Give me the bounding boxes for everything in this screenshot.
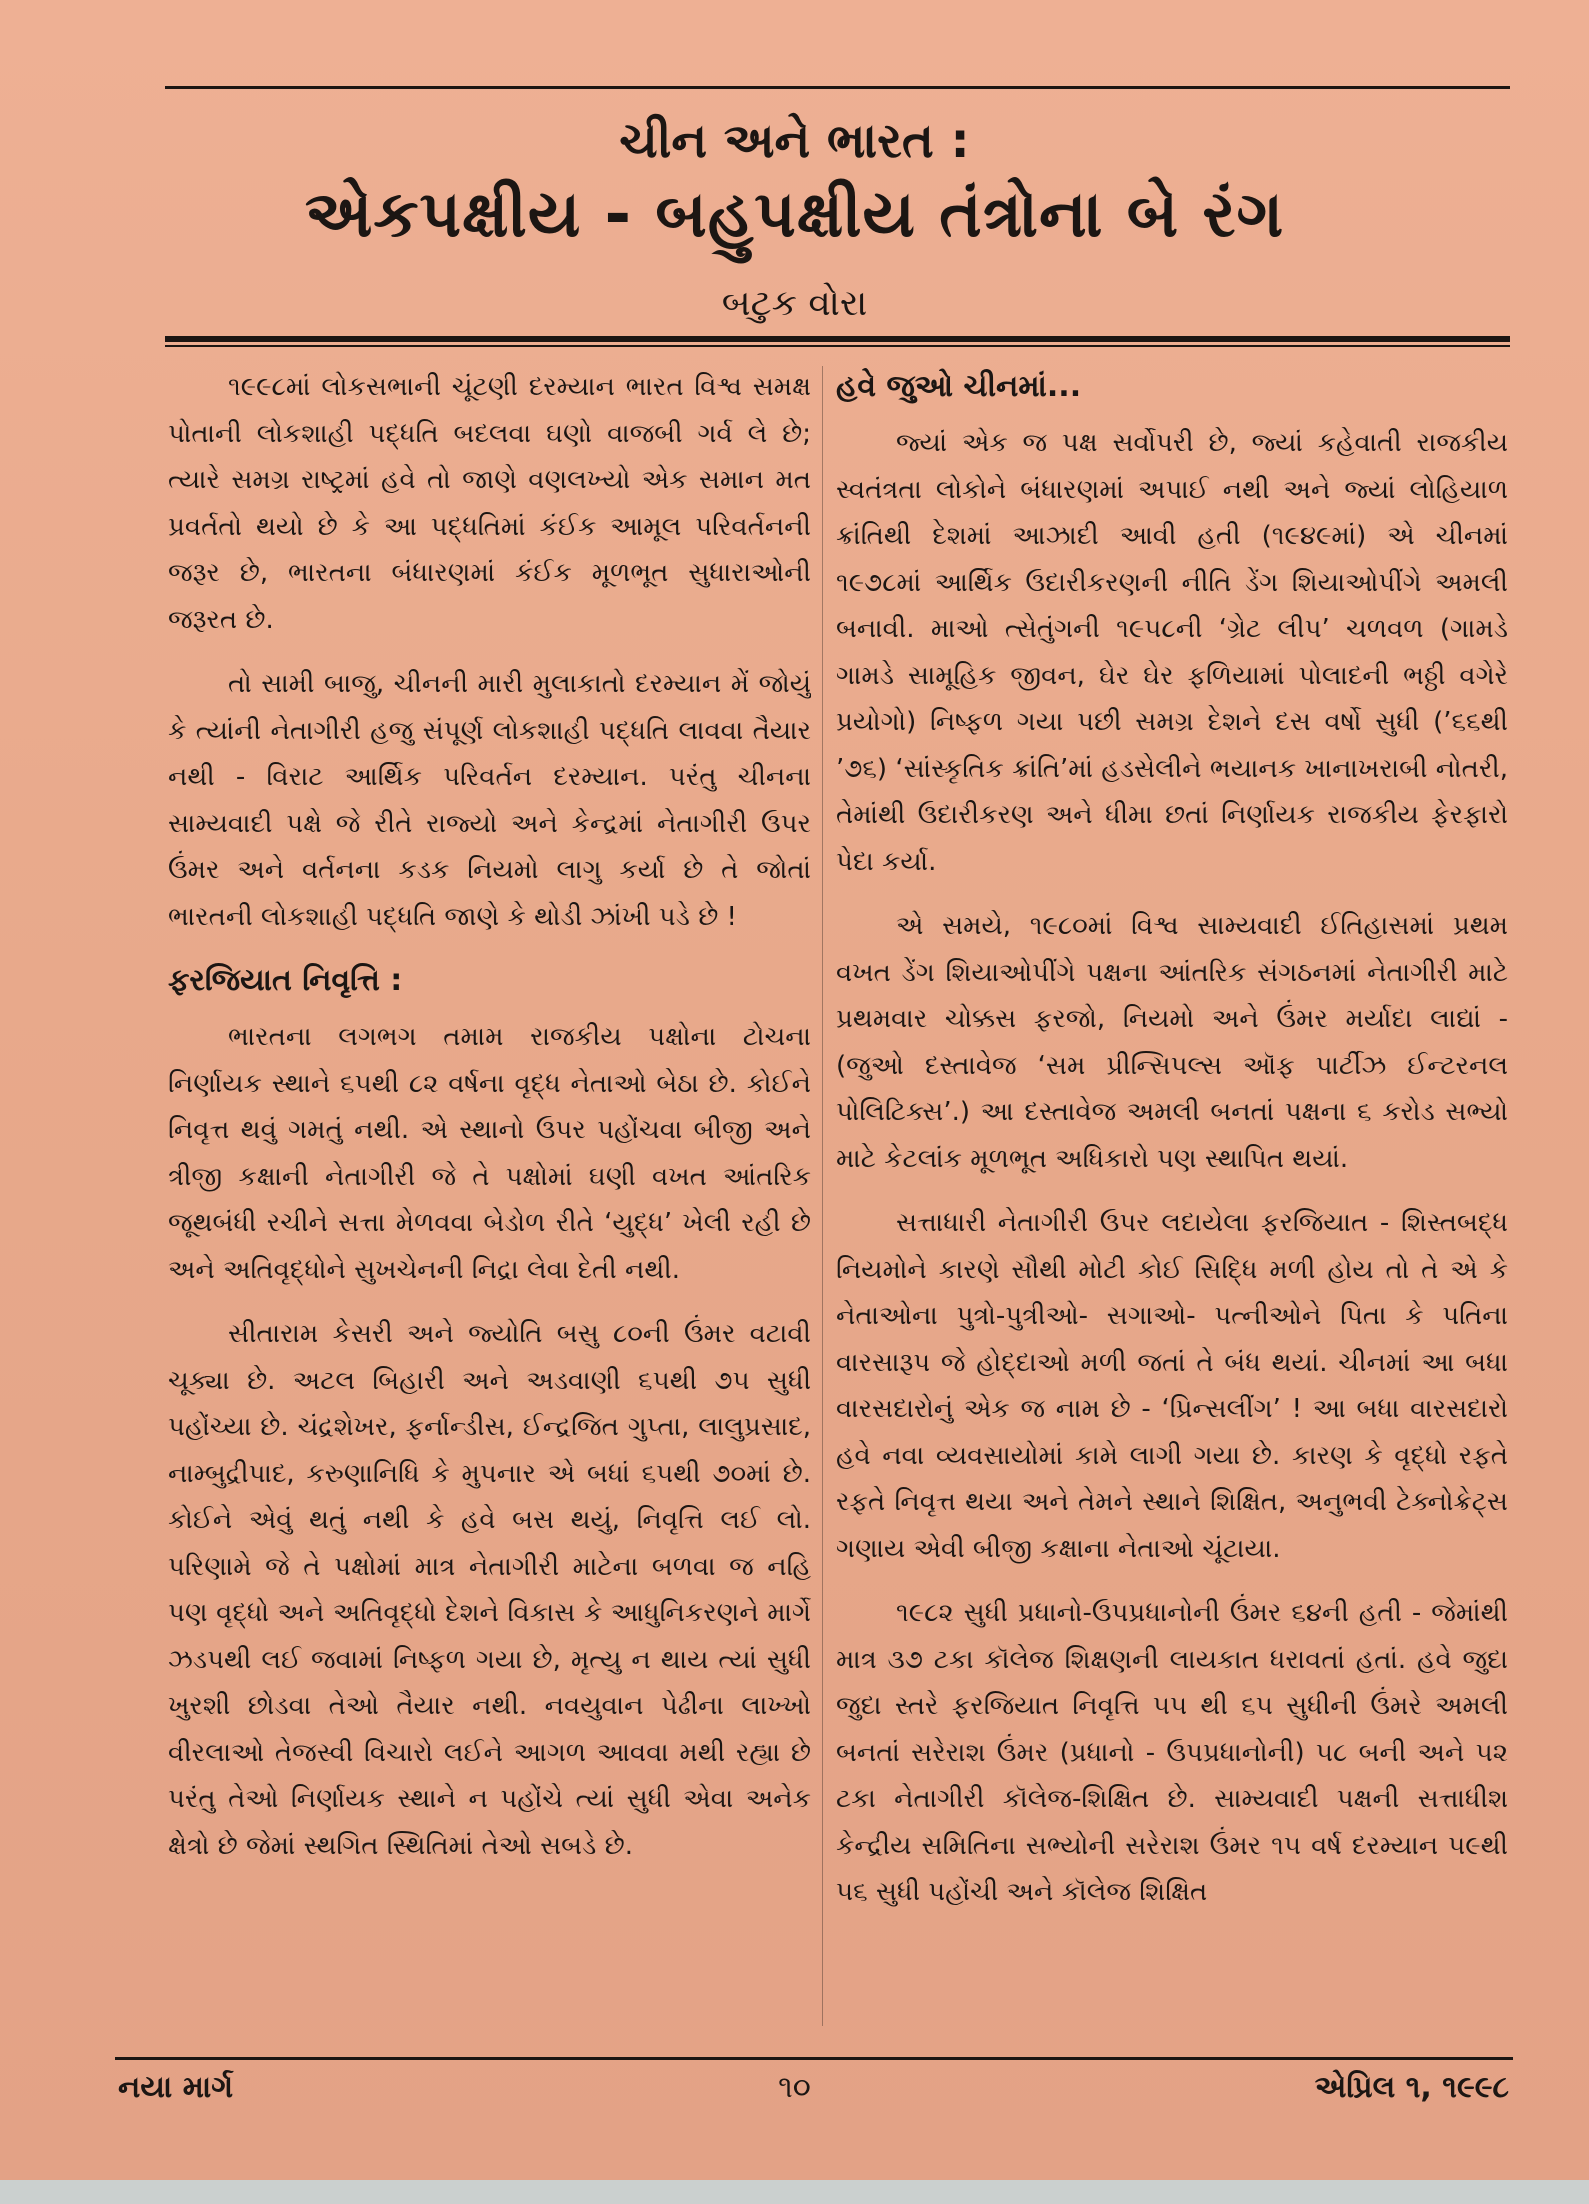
left-paragraph-3: ભારતના લગભગ તમામ રાજકીય પક્ષોના ટોચના નિર્ણાયક સ્થાને ૬૫થી ૮૨ વર્ષના વૃદ્ધ નેતાઓ બેઠા છે. કોઈને નિવૃત્ત થવું ગમતું નથી. એ સ્થાનો ઉપર પહોંચવા બીજી અને ત્રીજી કક્ષાની નેતાગીરી જે તે પક્ષોમાં ઘણી વખત આંતરિક જૂથબંધી રચીને સત્તા મેળવવા બેડોળ રીતે ‘યુદ્ધ’ ખેલી રહી છે અને અતિવૃદ્ધોને સુખચેનની નિદ્રા લેવા દેતી નથી. [168, 1022, 811, 1285]
section-heading-china: હવે જુઓ ચીનમાં... [836, 369, 1082, 404]
page-number: ૧૦ [778, 2070, 811, 2105]
left-paragraph-2: તો સામી બાજુ, ચીનની મારી મુલાકાતો દરમ્યાન મેં જોયું કે ત્યાંની નેતાગીરી હજુ સંપૂર્ણ લોકશાહી પદ્ધતિ લાવવા તૈયાર નથી - વિરાટ આર્થિક પરિવર્તન દરમ્યાન. પરંતુ ચીનના સામ્યવાદી પક્ષે જે રીતે રાજ્યો અને કેન્દ્રમાં નેતાગીરી ઉપર ઉંમર અને વર્તનના કડક નિયમો લાગુ કર્યા છે તે જોતાં ભારતની લોકશાહી પદ્ધતિ જાણે કે થોડી ઝાંખી પડે છે ! [168, 669, 811, 932]
publication-name: નયા માર્ગ [118, 2070, 234, 2105]
right-paragraph-4: ૧૯૮૨ સુધી પ્રધાનો-ઉપપ્રધાનોની ઉંમર ૬૪ની હતી - જેમાંથી માત્ર ૩૭ ટકા કૉલેજ શિક્ષણની લાયકાત ધરાવતાં હતાં. હવે જુદા જુદા સ્તરે ફરજિયાત નિવૃત્તિ ૫૫ થી ૬૫ સુધીની ઉંમરે અમલી બનતાં સરેરાશ ઉંમર (પ્રધાનો - ઉપપ્રધાનોની) ૫૮ બની અને ૫૨ ટકા નેતાગીરી કૉલેજ-શિક્ષિત છે. સામ્યવાદી પક્ષની સત્તાધીશ કેન્દ્રીય સમિતિના સભ્યોની સરેરાશ ઉંમર ૧૫ વર્ષ દરમ્યાન ૫૯થી ૫૬ સુધી પહોંચી અને કૉલેજ શિક્ષિત [836, 1598, 1508, 1907]
header-rule-thin [165, 345, 1510, 347]
column-divider [822, 366, 823, 2026]
article-kicker: ચીન અને ભારત : [619, 113, 970, 169]
left-column [168, 364, 811, 2032]
section-heading-forced-retirement: ફરજિયાત નિવૃત્તિ : [168, 963, 403, 998]
footer-rule [115, 2057, 1513, 2060]
right-column [836, 364, 1508, 2032]
header-rule-thick [165, 336, 1510, 342]
article-headline: એકપક્ષીય - બહુપક્ષીય તંત્રોના બે રંગ [304, 178, 1285, 252]
issue-date: એપ્રિલ ૧, ૧૯૯૮ [1314, 2070, 1509, 2105]
left-paragraph-4: સીતારામ કેસરી અને જ્યોતિ બસુ ૮૦ની ઉંમર વટાવી ચૂક્યા છે. અટલ બિહારી અને અડવાણી ૬૫થી ૭૫ સુધી પહોંચ્યા છે. ચંદ્રશેખર, ફર્નાન્ડીસ, ઈન્દ્રજિત ગુપ્તા, લાલુપ્રસાદ, નામ્બુદ્રીપાદ, કરુણાનિધિ કે મુપનાર એ બધાં ૬૫થી ૭૦માં છે. કોઈને એવું થતું નથી કે હવે બસ થયું, નિવૃત્તિ લઈ લો. પરિણામે જે તે પક્ષોમાં માત્ર નેતાગીરી માટેના બળવા જ નહિ પણ વૃદ્ધો અને અતિવૃદ્ધો દેશને વિકાસ કે આધુનિકરણને માર્ગે ઝડપથી લઈ જવામાં નિષ્ફળ ગયા છે, મૃત્યુ ન થાય ત્યાં સુધી ખુરશી છોડવા તેઓ તૈયાર નથી. નવયુવાન પેઢીના લાખ્ખો વીરલાઓ તેજસ્વી વિચારો લઈને આગળ આવવા મથી રહ્યા છે પરંતુ તેઓ નિર્ણાયક સ્થાને ન પહોંચે ત્યાં સુધી એવા અનેક ક્ષેત્રો છે જેમાં સ્થગિત સ્થિતિમાં તેઓ સબડે છે. [168, 1319, 811, 1861]
article-author: બટુક વોરા [721, 283, 868, 324]
left-paragraph-1: ૧૯૯૮માં લોકસભાની ચૂંટણી દરમ્યાન ભારત વિશ્વ સમક્ષ પોતાની લોકશાહી પદ્ધતિ બદલવા ઘણો વાજબી ગર્વ લે છે; ત્યારે સમગ્ર રાષ્ટ્રમાં હવે તો જાણે વણલખ્યો એક સમાન મત પ્રવર્તતો થયો છે કે આ પદ્ધતિમાં કંઈક આમૂલ પરિવર્તનની જરૂર છે, ભારતના બંધારણમાં કંઈક મૂળભૂત સુધારાઓની જરૂરત છે. [168, 372, 811, 635]
top-rule [165, 86, 1510, 89]
right-paragraph-3: સત્તાધારી નેતાગીરી ઉપર લદાયેલા ફરજિયાત - શિસ્તબદ્ધ નિયમોને કારણે સૌથી મોટી કોઈ સિદ્ધિ મળી હોય તો તે એ કે નેતાઓના પુત્રો-પુત્રીઓ- સગાઓ- પત્નીઓને પિતા કે પતિના વારસારૂપ જે હોદ્દાઓ મળી જતાં તે બંધ થયાં. ચીનમાં આ બધા વારસદારોનું એક જ નામ છે - ‘પ્રિન્સલીંગ’ ! આ બધા વારસદારો હવે નવા વ્યવસાયોમાં કામે લાગી ગયા છે. કારણ કે વૃદ્ધો રફતે રફતે નિવૃત્ત થયા અને તેમને સ્થાને શિક્ષિત, અનુભવી ટેક્નોક્રેટ્સ ગણાય એવી બીજી કક્ષાના નેતાઓ ચૂંટાયા. [836, 1208, 1508, 1564]
right-paragraph-1: જ્યાં એક જ પક્ષ સર્વોપરી છે, જ્યાં કહેવાતી રાજકીય સ્વતંત્રતા લોકોને બંધારણમાં અપાઈ નથી અને જ્યાં લોહિયાળ ક્રાંતિથી દેશમાં આઝાદી આવી હતી (૧૯૪૯માં) એ ચીનમાં ૧૯૭૮માં આર્થિક ઉદારીકરણની નીતિ ડેંગ શિયાઓપીંગે અમલી બનાવી. માઓ ત્સેતુંગની ૧૯૫૮ની ‘ગ્રેટ લીપ’ ચળવળ (ગામડે ગામડે સામૂહિક જીવન, ઘેર ઘેર ફળિયામાં પોલાદની ભઠ્ઠી વગેરે પ્રયોગો) નિષ્ફળ ગયા પછી સમગ્ર દેશને દસ વર્ષો સુધી (’૬૬થી ’૭૬) ‘સાંસ્કૃતિક ક્રાંતિ’માં હડસેલીને ભયાનક ખાનાખરાબી નોતરી, તેમાંથી ઉદારીકરણ અને ધીમા છતાં નિર્ણાયક રાજકીય ફેરફારો પેદા કર્યા. [836, 428, 1508, 877]
right-paragraph-2: એ સમયે, ૧૯૮૦માં વિશ્વ સામ્યવાદી ઈતિહાસમાં પ્રથમ વખત ડેંગ શિયાઓપીંગે પક્ષના આંતરિક સંગઠનમાં નેતાગીરી માટે પ્રથમવાર ચોક્કસ ફરજો, નિયમો અને ઉંમર મર્યાદા લાદ્યાં - (જુઓ દસ્તાવેજ ‘સમ પ્રીન્સિપલ્સ ઑફ પાર્ટીઝ ઈન્ટરનલ પોલિટિક્સ’.) આ દસ્તાવેજ અમલી બનતાં પક્ષના ૬ કરોડ સભ્યો માટે કેટલાંક મૂળભૂત અધિકારો પણ સ્થાપિત થયાં. [836, 911, 1508, 1174]
